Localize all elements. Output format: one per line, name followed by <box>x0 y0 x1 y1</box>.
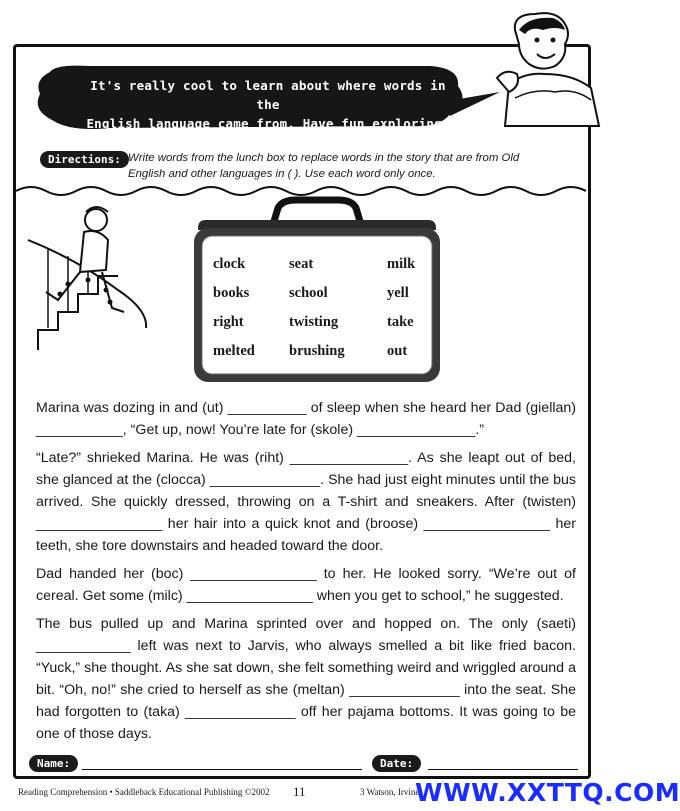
story-paragraph-1: Marina was dozing in and (ut) __________ of sleep when she heard her Dad (giellan) ___________, “Get up, now! You’re late for (skole) _______________.” <box>36 400 576 438</box>
directions-text: Write words from the lunch box to replace words in the story that are from Old English and other languages in ( ). Use each word only once. <box>128 152 520 180</box>
word-bank-item: melted <box>213 343 255 359</box>
date-field[interactable] <box>428 769 578 770</box>
word-bank-item: right <box>213 314 244 330</box>
word-bank-item: yell <box>387 285 409 301</box>
story-text <box>36 397 576 751</box>
word-bank-item: seat <box>289 256 314 272</box>
word-bank-item: brushing <box>289 343 345 359</box>
name-label: Name: <box>29 755 78 772</box>
word-bank-item: milk <box>387 256 416 272</box>
publisher-credit: Reading Comprehension • Saddleback Educational Publishing ©2002 <box>18 787 270 797</box>
banner-line-2: English language came from. Have fun exploring! <box>86 116 450 131</box>
girl-on-stairs-image <box>28 200 168 350</box>
boy-cartoon-image <box>495 8 605 126</box>
word-bank-item: clock <box>213 256 246 272</box>
story-paragraph-3: Dad handed her (boc) ________________ to her. He looked sorry. “We’re out of cereal. Get some (milc) ________________ when you get to school,” he suggested. <box>36 566 576 604</box>
word-bank-item: take <box>387 314 414 330</box>
word-bank-item: out <box>387 343 408 359</box>
author-credit: 3 Watson, Irvine, <box>360 787 422 797</box>
speech-banner <box>30 62 470 132</box>
word-bank-item: school <box>289 285 328 301</box>
story-paragraph-2: “Late?” shrieked Marina. He was (riht) _______________. As she leapt out of bed, she glanced at the (clocca) ______________. She had just eight minutes until the bus arrived. She quickly dressed, throwing on a T-shirt and sneakers. After (twisten) ________________ her hair into a quick knot and (broose) ________________ her teeth, she tore downstairs and headed toward the door. <box>36 450 576 554</box>
date-label: Date: <box>372 755 421 772</box>
page-number: 11 <box>293 784 306 799</box>
watermark: WWW.XXTTQ.COM <box>415 778 680 807</box>
word-bank-item: books <box>213 285 250 301</box>
name-field[interactable] <box>82 769 362 770</box>
directions-label: Directions: <box>40 151 129 168</box>
word-bank <box>213 255 428 361</box>
word-bank-item: twisting <box>289 314 339 330</box>
story-paragraph-4: The bus pulled up and Marina sprinted over and hopped on. The only (saeti) ____________ left was next to Jarvis, who always smelled a bit like fried bacon. “Yuck,” she thought. As she sat down, she felt something weird and wriggled around a bit. “Oh, no!” she cried to herself as she (meltan) ______________ into the seat. She had forgotten to (taka) ______________ off her pajama bottoms. It was going to be one of those days. <box>36 616 576 742</box>
banner-line-1: It's really cool to learn about where words in the <box>90 78 446 112</box>
